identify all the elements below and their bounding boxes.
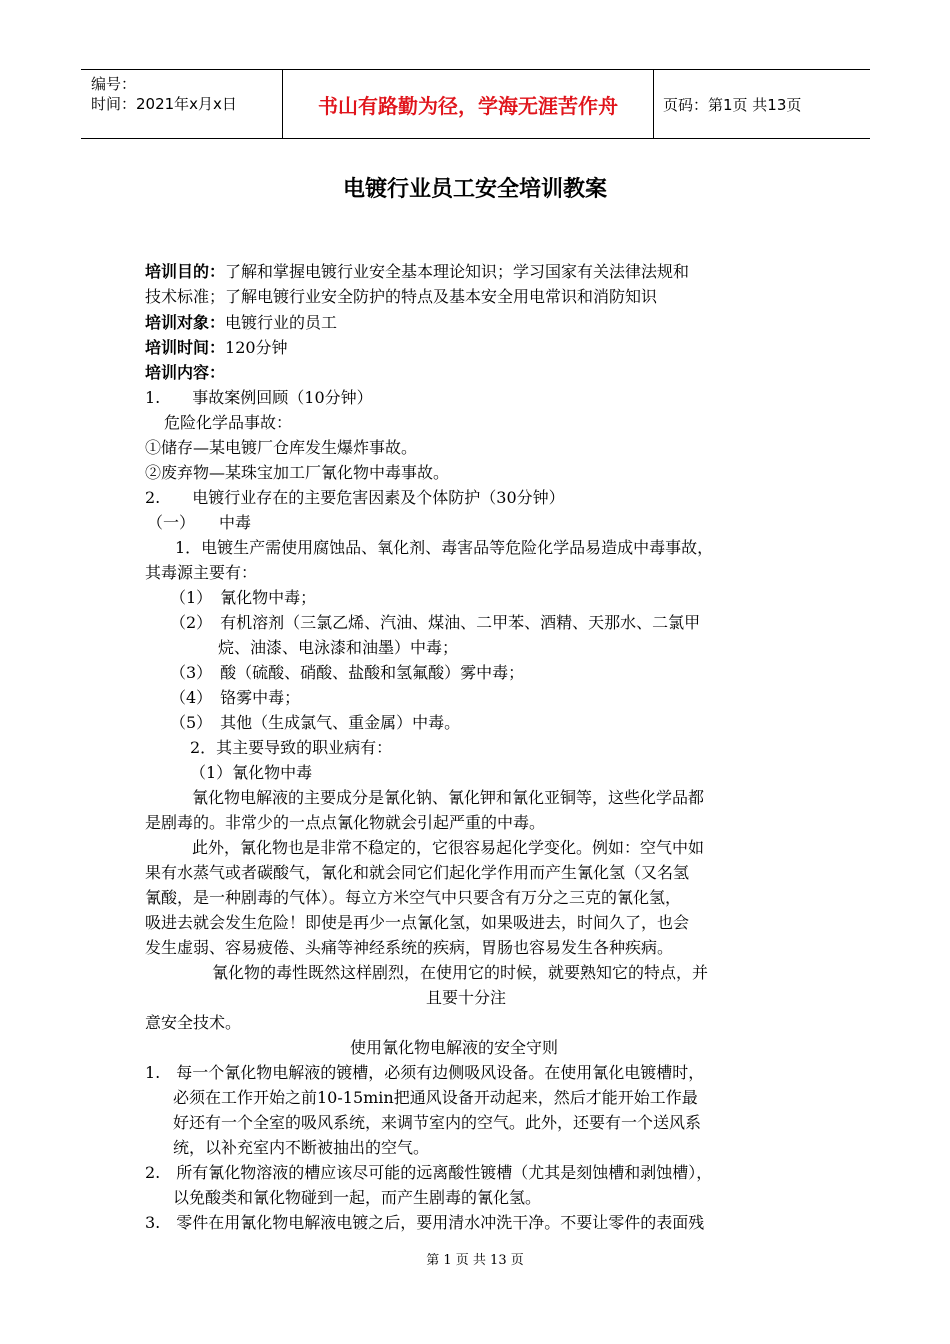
body-line: （4） 铬雾中毒； <box>170 688 301 707</box>
body-line: 果有水蒸气或者碳酸气，氰化和就会同它们起化学作用而产生氰化氢（又名氢 <box>145 863 690 882</box>
target-line <box>145 313 337 333</box>
body-line: 1. 每一个氰化物电解液的镀槽，必须有边侧吸风设备。在使用氰化电镀槽时， <box>145 1063 705 1082</box>
body-line: 危险化学品事故： <box>164 413 293 432</box>
body-line: （1）氰化物中毒 <box>190 763 313 782</box>
body-line: 此外，氰化物也是非常不稳定的，它很容易起化学变化。例如：空气中如 <box>192 838 705 857</box>
body-line: 2．其主要导致的职业病有： <box>190 738 393 757</box>
body-line: ①储存—某电镀厂仓库发生爆炸事故。 <box>145 438 418 457</box>
body-line: 好还有一个全室的吸风系统，来调节室内的空气。此外，还要有一个送风系 <box>173 1113 702 1132</box>
body-line: 吸进去就会发生危险！即使是再少一点氰化氢，如果吸进去，时间久了，也会 <box>145 913 690 932</box>
purpose-line <box>145 262 689 282</box>
body-line: 其毒源主要有： <box>145 563 258 582</box>
body-line: 3. 零件在用氰化物电解液电镀之后，要用清水冲洗干净。不要让零件的表面残 <box>145 1213 705 1232</box>
body-line: （3） 酸（硫酸、硝酸、盐酸和氢氟酸）雾中毒； <box>170 663 525 682</box>
duration-line <box>145 338 288 358</box>
body-line: 意安全技术。 <box>145 1013 242 1032</box>
purpose-label: 培训目的： <box>145 262 226 281</box>
body-line: 氰化物电解液的主要成分是氰化钠、氰化钾和氰化亚铜等，这些化学品都 <box>192 788 705 807</box>
target-value: 电镀行业的员工 <box>225 313 338 332</box>
body-line: 以免酸类和氰化物碰到一起，而产生剧毒的氰化氢。 <box>173 1188 542 1207</box>
body-line: 发生虚弱、容易疲倦、头痛等神经系统的疾病，胃肠也容易发生各种疾病。 <box>145 938 674 957</box>
body-line: 2. 所有氰化物溶液的槽应该尽可能的远离酸性镀槽（尤其是刻蚀槽和剥蚀槽）， <box>145 1163 713 1182</box>
body-line: 统，以补充室内不断被抽出的空气。 <box>173 1138 430 1157</box>
header-table <box>81 69 870 139</box>
body-line: 1．电镀生产需使用腐蚀品、氧化剂、毒害品等危险化学品易造成中毒事故， <box>175 538 714 557</box>
body-line: 氰化物的毒性既然这样剧烈，在使用它的时候，就要熟知它的特点，并 <box>212 963 709 982</box>
body-line: 且要十分注 <box>426 988 507 1007</box>
purpose-text-2: 技术标准；了解电镀行业安全防护的特点及基本安全用电常识和消防知识 <box>145 287 658 306</box>
number-label: 编号： <box>91 75 137 93</box>
header-page-info: 页码：第1页 共13页 <box>663 95 802 114</box>
body-line: 2. 电镀行业存在的主要危害因素及个体防护（30分钟） <box>145 488 565 507</box>
body-line: 1. 事故案例回顾（10分钟） <box>145 388 373 407</box>
section-heading: 使用氰化物电解液的安全守则 <box>350 1038 559 1057</box>
body-line: （1） 氰化物中毒； <box>170 588 317 607</box>
content-label: 培训内容： <box>145 363 226 382</box>
body-line: 必须在工作开始之前10-15min把通风设备开动起来，然后才能开始工作最 <box>173 1088 698 1107</box>
body-line: 烷、油漆、电泳漆和油墨）中毒； <box>218 638 459 657</box>
header-meta-cell <box>81 70 282 138</box>
time-label: 时间：2021年x月x日 <box>91 95 237 113</box>
body-line: （2） 有机溶剂（三氯乙烯、汽油、煤油、二甲苯、酒精、天那水、二氯甲 <box>170 613 701 632</box>
body-line: ②废弃物—某珠宝加工厂氰化物中毒事故。 <box>145 463 450 482</box>
duration-value: 120分钟 <box>225 338 288 357</box>
body-line: 是剧毒的。非常少的一点点氰化物就会引起严重的中毒。 <box>145 813 546 832</box>
header-motto: 书山有路勤为径，学海无涯苦作舟 <box>282 70 654 138</box>
body-line: （一） 中毒 <box>147 513 252 532</box>
purpose-text-1: 了解和掌握电镀行业安全基本理论知识；学习国家有关法律法规和 <box>225 262 690 281</box>
page-footer: 第 1 页 共 13 页 <box>426 1253 524 1268</box>
duration-label: 培训时间： <box>145 338 226 357</box>
body-line: （5） 其他（生成氯气、重金属）中毒。 <box>170 713 461 732</box>
body-line: 氰酸，是一种剧毒的气体）。每立方米空气中只要含有万分之三克的氰化氢， <box>145 888 682 907</box>
document-title: 电镀行业员工安全培训教案 <box>342 177 607 202</box>
target-label: 培训对象： <box>145 313 226 332</box>
